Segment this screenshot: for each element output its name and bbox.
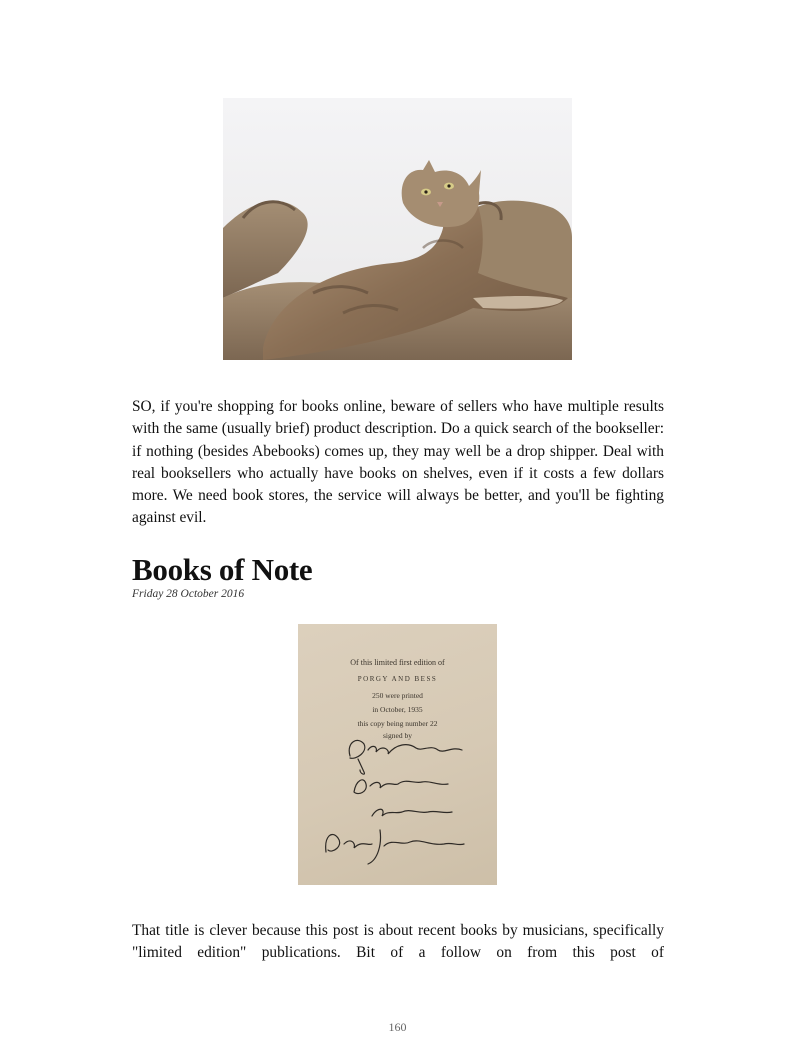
cat-photo — [223, 98, 572, 360]
signatures — [298, 624, 497, 885]
post-title: Books of Note — [132, 552, 313, 587]
limitation-line: 250 were printed — [372, 691, 423, 700]
limitation-line: Of this limited first edition of — [350, 658, 445, 667]
limitation-line: PORGY AND BESS — [357, 675, 438, 683]
limitation-line: in October, 1935 — [372, 705, 423, 714]
signed-limitation-page-photo — [298, 624, 497, 885]
paragraph-shopping-advice: SO, if you're shopping for books online, beware of sellers who have multiple results with the same (usually brief) product description. Do a quick search of the bookseller: if nothing (besides Abebooks) comes up, they may well be a drop shipper. Deal with real booksellers who actually have books on shelves, even if it costs a few dollars more. We need book stores, the service will always be better, and you'll be fighting against evil. — [132, 398, 664, 527]
post-date: Friday 28 October 2016 — [132, 588, 245, 600]
paragraph-intro: That title is clever because this post is about recent books by musicians, specifically "limited edition" publications. Bit of a follow on from this post of — [132, 922, 664, 962]
limitation-line: signed by — [383, 731, 412, 740]
limitation-line: this copy being number 22 — [357, 719, 438, 728]
page-number: 160 — [388, 1020, 407, 1034]
